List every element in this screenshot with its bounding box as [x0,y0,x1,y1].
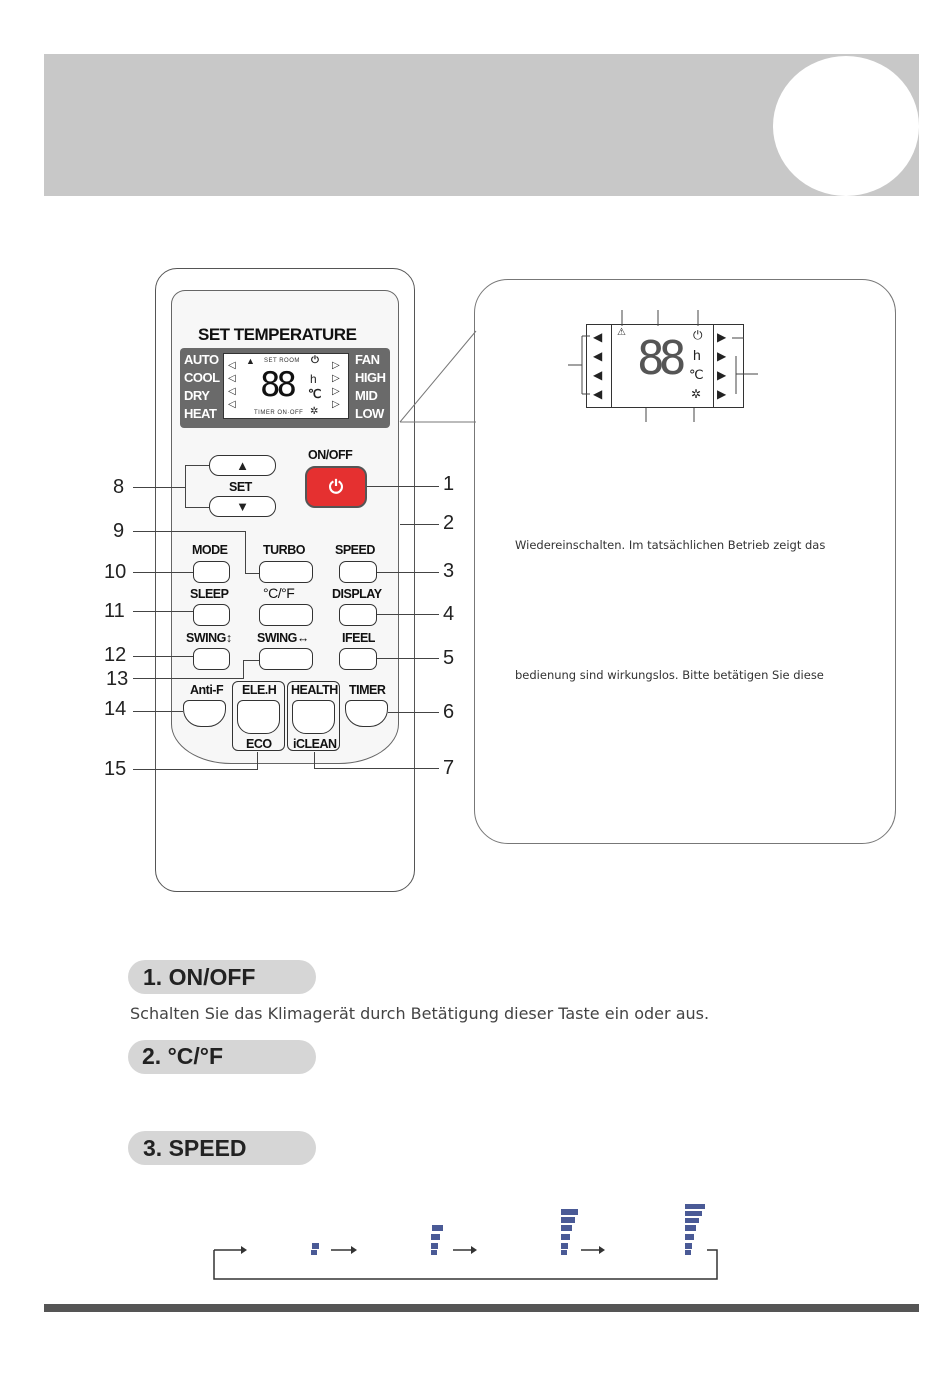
onoff-button[interactable] [305,466,367,508]
eco-label: ECO [246,737,272,751]
label-num-15: 15 [104,758,127,780]
hour-icon: h [310,372,317,386]
lcd-right-arrows: ▷ ▷ ▷ ▷ [332,360,340,410]
leader-line [133,572,193,573]
swing-horizontal-button[interactable] [259,648,313,670]
callout-digits: 88 [637,331,681,385]
leader-line [314,768,439,769]
label-num-6: 6 [443,701,455,723]
leader-line [133,656,193,657]
timer-label: TIMER [349,683,386,697]
leader-line [314,752,315,769]
fan-low: LOW [355,406,384,421]
celsius-icon: ℃ [689,367,704,382]
leader-line [133,611,193,612]
eleh-eco-button[interactable] [237,700,280,734]
lcd-digits: 88 [260,365,293,405]
ifeel-label: IFEEL [342,631,375,645]
leader-line [185,465,186,507]
speed-level-1-icon [311,1243,319,1255]
ifeel-button[interactable] [339,648,377,670]
leader-line [133,531,245,532]
callout-lcd-leaders [560,308,765,424]
leader-line [388,712,439,713]
leader-line [185,507,209,508]
hour-icon: h [693,347,701,363]
speed-button[interactable] [339,561,377,583]
label-num-4: 4 [443,603,455,625]
turbo-button[interactable] [259,561,313,583]
label-num-9: 9 [113,520,125,542]
mode-heat: HEAT [184,406,217,421]
leader-line [245,531,246,573]
swing-vertical-button[interactable] [193,648,230,670]
iclean-label: iCLEAN [293,737,337,751]
sleep-label: SLEEP [190,587,229,601]
health-iclean-button[interactable] [292,700,335,734]
mode-auto: AUTO [184,352,219,367]
label-num-1: 1 [443,473,455,495]
section-title-cf: 2. °C/°F [142,1043,224,1069]
leader-line [243,660,244,679]
mode-button[interactable] [193,561,230,583]
label-num-8: 8 [113,476,125,498]
fan-small-icon: ✲ [691,387,702,401]
antif-label: Anti-F [190,683,224,697]
power-small-icon: ⏻ [311,355,319,366]
leader-line [243,660,259,661]
section-title-speed: 3. SPEED [143,1135,247,1161]
callout-left-arrows: ◀ ◀ ◀ ◀ [593,330,603,401]
leader-line [133,487,185,488]
section-desc-onoff: Schalten Sie das Klimagerät durch Betätigung dieser Taste ein oder aus. [130,1004,710,1023]
bottom-rule [44,1304,919,1312]
arrow-down-icon: ▼ [236,499,249,514]
label-num-12: 12 [104,644,127,666]
label-num-5: 5 [443,647,455,669]
swing-h-label: SWING↔ [257,631,309,645]
leader-line [133,711,183,712]
callout-right-arrows: ▶ ▶ ▶ ▶ [717,330,727,401]
lcd-left-arrows: ◁ ◁ ◁ ◁ [228,360,236,410]
celsius-icon: ℃ [308,387,322,401]
arrow-up-icon: ▲ [236,458,249,473]
power-icon: ⏻ [328,476,344,497]
fan-fan: FAN [355,352,380,367]
fan-mid: MID [355,388,378,403]
leader-line [377,572,439,573]
leader-line [185,465,209,466]
cf-button[interactable] [259,604,313,626]
section-title-onoff: 1. ON/OFF [143,964,256,990]
warning-icon: ⚠ [617,327,626,338]
fan-list-right [355,351,386,423]
mode-list-left [184,351,220,423]
callout-pointer [398,330,478,425]
speed-level-2-icon [431,1225,443,1255]
warning-icon: ▲ [246,356,255,366]
lcd-timer-onoff: TIMER ON·OFF [254,410,304,416]
power-small-icon: ⏻ [693,328,703,342]
leader-line [377,658,439,659]
set-label: SET [229,480,252,494]
mode-dry: DRY [184,388,210,403]
label-num-14: 14 [104,698,127,720]
mode-label: MODE [192,543,228,557]
swing-v-label: SWING↕ [186,631,232,645]
leader-line [245,573,259,574]
callout-text-1: Wiedereinschalten. Im tatsächlichen Betrieb zeigt das [515,538,826,552]
health-label: HEALTH [291,683,338,697]
set-up-button[interactable] [209,455,276,476]
callout-text-2: bedienung sind wirkungslos. Bitte betätigen Sie diese [515,668,824,682]
eleh-label: ELE.H [242,683,277,697]
leader-line [133,678,243,679]
display-button[interactable] [339,604,377,626]
header-circle [773,56,919,196]
label-num-2: 2 [443,512,455,534]
label-num-11: 11 [104,600,125,622]
fan-high: HIGH [355,370,386,385]
display-label: DISPLAY [332,587,382,601]
mode-cool: COOL [184,370,220,385]
leader-line [377,614,439,615]
leader-line [257,752,258,770]
leader-line [367,486,439,487]
sleep-button[interactable] [193,604,230,626]
label-num-13: 13 [106,668,129,690]
label-num-7: 7 [443,757,455,779]
speed-level-3-icon [561,1209,578,1255]
turbo-label: TURBO [263,543,305,557]
leader-line [400,524,439,525]
lcd-set-room: SET ROOM [264,358,300,364]
speed-label: SPEED [335,543,375,557]
fan-small-icon: ✲ [310,406,319,417]
speed-cycle-diagram [205,1198,730,1284]
remote-lcd-window [223,353,349,419]
set-down-button[interactable] [209,496,276,517]
label-num-10: 10 [104,561,127,583]
cf-label: °C/°F [263,585,295,601]
leader-line [133,769,257,770]
label-num-3: 3 [443,560,455,582]
speed-level-4-icon [685,1204,705,1255]
onoff-label: ON/OFF [308,448,353,462]
remote-title: SET TEMPERATURE [198,325,357,344]
